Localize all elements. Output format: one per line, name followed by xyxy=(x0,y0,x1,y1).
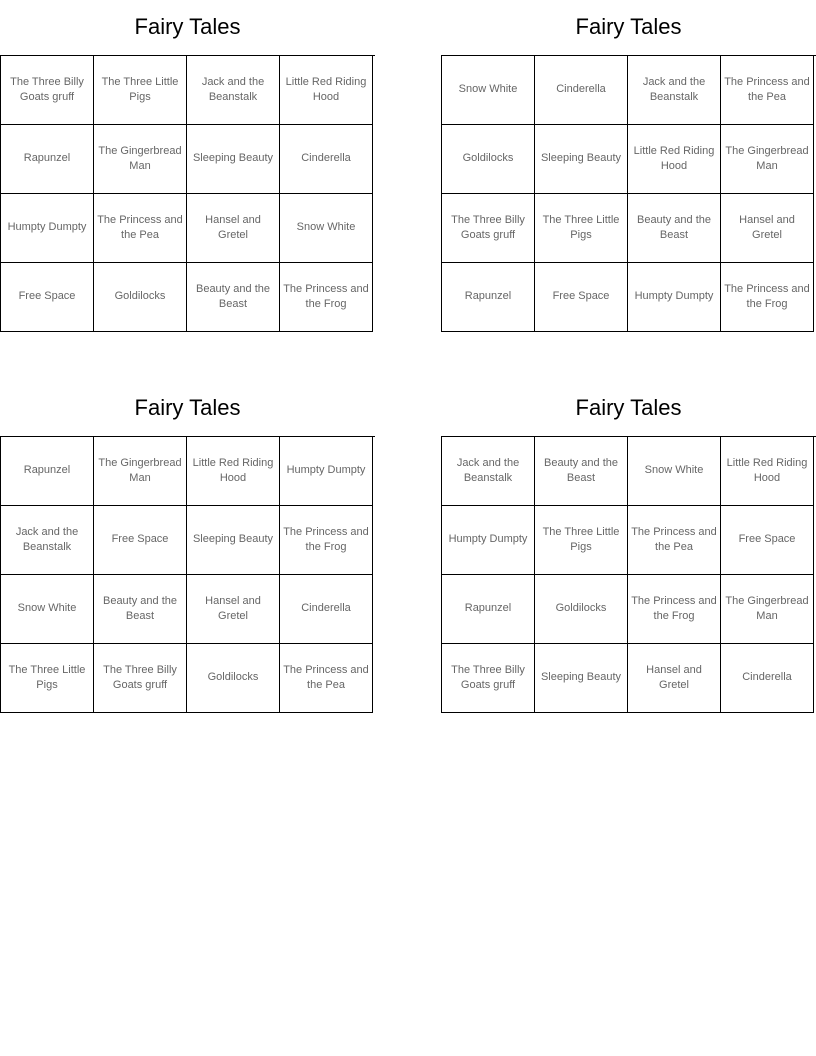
bingo-cell: Hansel and Gretel xyxy=(187,575,280,644)
bingo-cell: Jack and the Beanstalk xyxy=(628,56,721,125)
card-title: Fairy Tales xyxy=(575,395,682,420)
bingo-cell: The Princess and the Pea xyxy=(94,194,187,263)
bingo-cell: Goldilocks xyxy=(535,575,628,644)
card-title: Fairy Tales xyxy=(575,14,682,39)
bingo-cell: Little Red Riding Hood xyxy=(721,437,814,506)
bingo-cell: The Three Little Pigs xyxy=(1,644,94,713)
card-title: Fairy Tales xyxy=(134,14,241,39)
bingo-cell: The Princess and the Frog xyxy=(280,506,373,575)
bingo-cell: The Three Billy Goats gruff xyxy=(442,644,535,713)
bingo-cell: Little Red Riding Hood xyxy=(628,125,721,194)
bingo-cell: Hansel and Gretel xyxy=(721,194,814,263)
free-space-cell: Free Space xyxy=(535,263,628,332)
bingo-cell: The Three Billy Goats gruff xyxy=(442,194,535,263)
bingo-cell: Sleeping Beauty xyxy=(187,506,280,575)
bingo-cell: Rapunzel xyxy=(1,437,94,506)
bingo-cell: The Gingerbread Man xyxy=(721,125,814,194)
bingo-cell: Cinderella xyxy=(280,575,373,644)
bingo-cell: Snow White xyxy=(280,194,373,263)
bingo-cell: The Princess and the Frog xyxy=(628,575,721,644)
bingo-card-1 xyxy=(0,0,375,332)
bingo-grid xyxy=(441,55,816,332)
bingo-grid xyxy=(441,436,816,713)
bingo-cell: The Three Billy Goats gruff xyxy=(94,644,187,713)
bingo-grid xyxy=(0,55,375,332)
bingo-cell: Snow White xyxy=(1,575,94,644)
bingo-cell: Beauty and the Beast xyxy=(535,437,628,506)
bingo-cell: Rapunzel xyxy=(442,575,535,644)
bingo-cell: Snow White xyxy=(628,437,721,506)
bingo-cell: Sleeping Beauty xyxy=(535,644,628,713)
bingo-cell: Jack and the Beanstalk xyxy=(442,437,535,506)
bingo-cell: Beauty and the Beast xyxy=(94,575,187,644)
bingo-cell: Cinderella xyxy=(721,644,814,713)
bingo-cell: The Princess and the Pea xyxy=(628,506,721,575)
bingo-cell: Hansel and Gretel xyxy=(187,194,280,263)
bingo-cell: Goldilocks xyxy=(94,263,187,332)
bingo-cell: Hansel and Gretel xyxy=(628,644,721,713)
bingo-cell: Beauty and the Beast xyxy=(187,263,280,332)
bingo-cell: Little Red Riding Hood xyxy=(187,437,280,506)
bingo-cell: The Gingerbread Man xyxy=(721,575,814,644)
bingo-cell: The Three Little Pigs xyxy=(535,194,628,263)
bingo-cell: Humpty Dumpty xyxy=(442,506,535,575)
bingo-cell: The Princess and the Frog xyxy=(280,263,373,332)
bingo-grid xyxy=(0,436,375,713)
bingo-cell: Sleeping Beauty xyxy=(187,125,280,194)
bingo-cell: Jack and the Beanstalk xyxy=(187,56,280,125)
bingo-cell: Sleeping Beauty xyxy=(535,125,628,194)
free-space-cell: Free Space xyxy=(1,263,94,332)
free-space-cell: Free Space xyxy=(94,506,187,575)
bingo-cell: The Princess and the Frog xyxy=(721,263,814,332)
bingo-cell: Rapunzel xyxy=(442,263,535,332)
bingo-cell: The Three Little Pigs xyxy=(94,56,187,125)
bingo-cell: Snow White xyxy=(442,56,535,125)
bingo-cell: The Three Little Pigs xyxy=(535,506,628,575)
bingo-cell: Goldilocks xyxy=(442,125,535,194)
bingo-cell: The Princess and the Pea xyxy=(280,644,373,713)
bingo-cell: Rapunzel xyxy=(1,125,94,194)
bingo-cell: Jack and the Beanstalk xyxy=(1,506,94,575)
bingo-cell: Humpty Dumpty xyxy=(1,194,94,263)
bingo-cell: The Princess and the Pea xyxy=(721,56,814,125)
free-space-cell: Free Space xyxy=(721,506,814,575)
bingo-card-2 xyxy=(441,0,816,332)
card-title: Fairy Tales xyxy=(134,395,241,420)
bingo-cell: The Gingerbread Man xyxy=(94,437,187,506)
bingo-cell: Humpty Dumpty xyxy=(280,437,373,506)
bingo-cell: Little Red Riding Hood xyxy=(280,56,373,125)
bingo-cell: Cinderella xyxy=(535,56,628,125)
bingo-cell: Goldilocks xyxy=(187,644,280,713)
bingo-cell: Beauty and the Beast xyxy=(628,194,721,263)
bingo-card-4 xyxy=(441,381,816,713)
bingo-cell: Humpty Dumpty xyxy=(628,263,721,332)
bingo-cell: Cinderella xyxy=(280,125,373,194)
bingo-cell: The Three Billy Goats gruff xyxy=(1,56,94,125)
bingo-card-3 xyxy=(0,381,375,713)
bingo-cell: The Gingerbread Man xyxy=(94,125,187,194)
